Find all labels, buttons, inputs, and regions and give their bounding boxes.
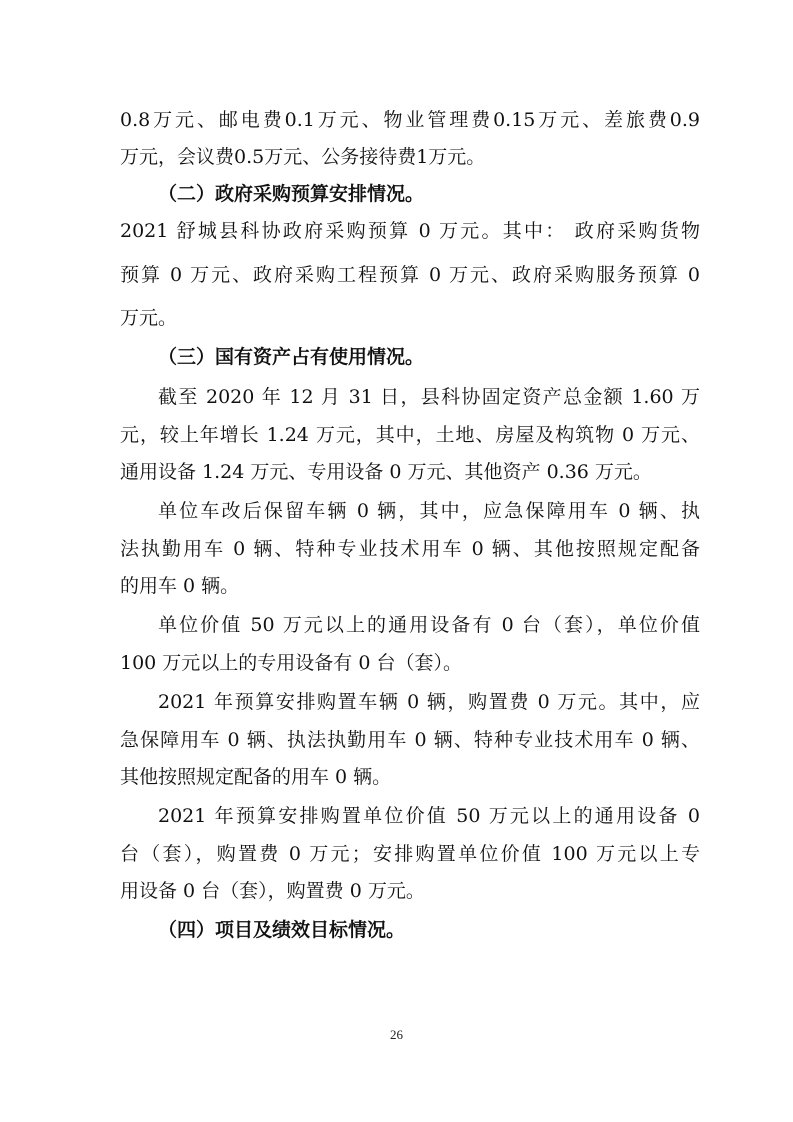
paragraph-line: 单位价值 50 万元以上的通用设备有 0 台（套），单位价值	[158, 614, 700, 636]
paragraph-line: 2021 年预算安排购置车辆 0 辆，购置费 0 万元。其中，应	[158, 691, 700, 713]
paragraph-line: 急保障用车 0 辆、执法执勤用车 0 辆、特种专业技术用车 0 辆、	[120, 729, 700, 751]
paragraph-line: 其他按照规定配备的用车 0 辆。	[120, 766, 392, 788]
page-number: 26	[390, 1027, 403, 1042]
paragraph-line: 单位车改后保留车辆 0 辆，其中，应急保障用车 0 辆、执	[158, 500, 700, 522]
paragraph-line: 预算 0 万元、政府采购工程预算 0 万元、政府采购服务预算 0	[120, 264, 700, 286]
section-heading: （三）国有资产占有使用情况。	[158, 346, 425, 368]
paragraph-line: 台（套），购置费 0 万元；安排购置单位价值 100 万元以上专	[120, 843, 700, 865]
paragraph-line: 法执勤用车 0 辆、特种专业技术用车 0 辆、其他按照规定配备	[120, 538, 700, 560]
paragraph-line: 100 万元以上的专用设备有 0 台（套）。	[120, 652, 462, 674]
section-heading: （四）项目及绩效目标情况。	[158, 919, 406, 941]
paragraph-line: 用设备 0 台（套），购置费 0 万元。	[120, 880, 425, 902]
paragraph-line: 2021 舒城县科协政府采购预算 0 万元。其中： 政府采购货物	[120, 220, 700, 242]
paragraph-line: 0.8万元、邮电费0.1万元、物业管理费0.15万元、差旅费0.9	[120, 109, 700, 131]
paragraph-line: 截至 2020 年 12 月 31 日，县科协固定资产总金额 1.60 万	[158, 386, 700, 408]
section-heading: （二）政府采购预算安排情况。	[158, 183, 425, 205]
paragraph-line: 万元。	[120, 307, 178, 329]
paragraph-line: 2021 年预算安排购置单位价值 50 万元以上的通用设备 0	[158, 805, 700, 827]
paragraph-line: 的用车 0 辆。	[120, 575, 240, 597]
paragraph-line: 通用设备 1.24 万元、专用设备 0 万元、其他资产 0.36 万元。	[120, 461, 652, 483]
paragraph-line: 元，较上年增长 1.24 万元，其中，土地、房屋及构筑物 0 万元、	[120, 424, 700, 446]
paragraph-line: 万元，会议费0.5万元、公务接待费1万元。	[120, 146, 486, 168]
